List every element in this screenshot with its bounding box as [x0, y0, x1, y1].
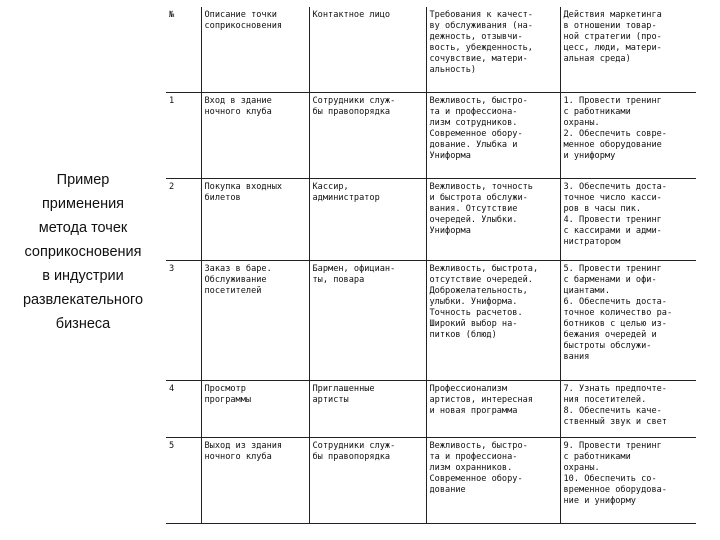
cell-requirements: Профессионализм артистов, интересная и новая программа	[426, 380, 560, 437]
table-row	[166, 260, 696, 380]
header-point: Описание точки соприкосновения	[201, 7, 309, 92]
header-number: №	[169, 10, 175, 20]
cell-requirements: Вежливость, быстрота, отсутствие очередей. Доброжелательность, улыбки. Униформа. Точность расчетов. Широкий выбор на- питков (блюд)	[426, 260, 560, 380]
table-row	[166, 92, 696, 178]
cell-contact: Сотрудники служ- бы правопорядка	[309, 92, 426, 178]
cell-number: 4	[169, 383, 175, 394]
cell-point: Покупка входных билетов	[201, 178, 309, 260]
table-row	[166, 380, 696, 437]
cell-contact: Приглашенные артисты	[309, 380, 426, 437]
cell-actions: 5. Провести тренинг с барменами и офи- циантами. 6. Обеспечить доста- точное количество ра- ботников с целью из- бежания очередей и быстроты обслужи- вания	[560, 260, 696, 380]
cell-number: 3	[169, 263, 175, 274]
cell-point: Вход в здание ночного клуба	[201, 92, 309, 178]
cell-number: 5	[169, 440, 175, 451]
cell-contact: Кассир, администратор	[309, 178, 426, 260]
cell-point: Заказ в баре. Обслуживание посетителей	[201, 260, 309, 380]
cell-requirements: Вежливость, точность и быстрота обслужи- вания. Отсутствие очередей. Улыбки. Униформа	[426, 178, 560, 260]
table-row	[166, 437, 696, 523]
side-title: Пример применения метода точек соприкосновения в индустрии развлекательного бизнеса	[22, 172, 144, 332]
touchpoints-table	[166, 7, 696, 524]
table-row	[166, 178, 696, 260]
cell-number: 2	[169, 181, 175, 192]
cell-actions: 9. Провести тренинг с работниками охраны. 10. Обеспечить со- временное оборудова- ние и униформу	[560, 437, 696, 523]
cell-actions: 1. Провести тренинг с работниками охраны. 2. Обеспечить совре- менное оборудование и униформу	[560, 92, 696, 178]
cell-number: 1	[169, 95, 175, 106]
cell-requirements: Вежливость, быстро- та и профессиона- лизм сотрудников. Современное обору- дование. Улыбка и Униформа	[426, 92, 560, 178]
cell-requirements: Вежливость, быстро- та и профессиона- лизм охранников. Современное обору- дование	[426, 437, 560, 523]
cell-contact: Сотрудники служ- бы правопорядка	[309, 437, 426, 523]
cell-point: Выход из здания ночного клуба	[201, 437, 309, 523]
cell-actions: 7. Узнать предпочте- ния посетителей. 8. Обеспечить качe- ственный звук и свет	[560, 380, 696, 437]
cell-actions: 3. Обеспечить доста- точное число касси- ров в часы пик. 4. Провести тренинг с кассирами и адми- нистратором	[560, 178, 696, 260]
cell-contact: Бармен, официан- ты, повара	[309, 260, 426, 380]
table-header-row	[166, 7, 696, 92]
cell-point: Просмотр программы	[201, 380, 309, 437]
header-contact: Контактное лицо	[309, 7, 426, 92]
header-actions: Действия маркетинга в отношении товар- ной стратегии (про- цесс, люди, матери- альная среда)	[560, 7, 696, 92]
header-requirements: Требования к качест- ву обслуживания (на- дежность, отзывчи- вость, убежденность, сочувствие, матери- альность)	[426, 7, 560, 92]
